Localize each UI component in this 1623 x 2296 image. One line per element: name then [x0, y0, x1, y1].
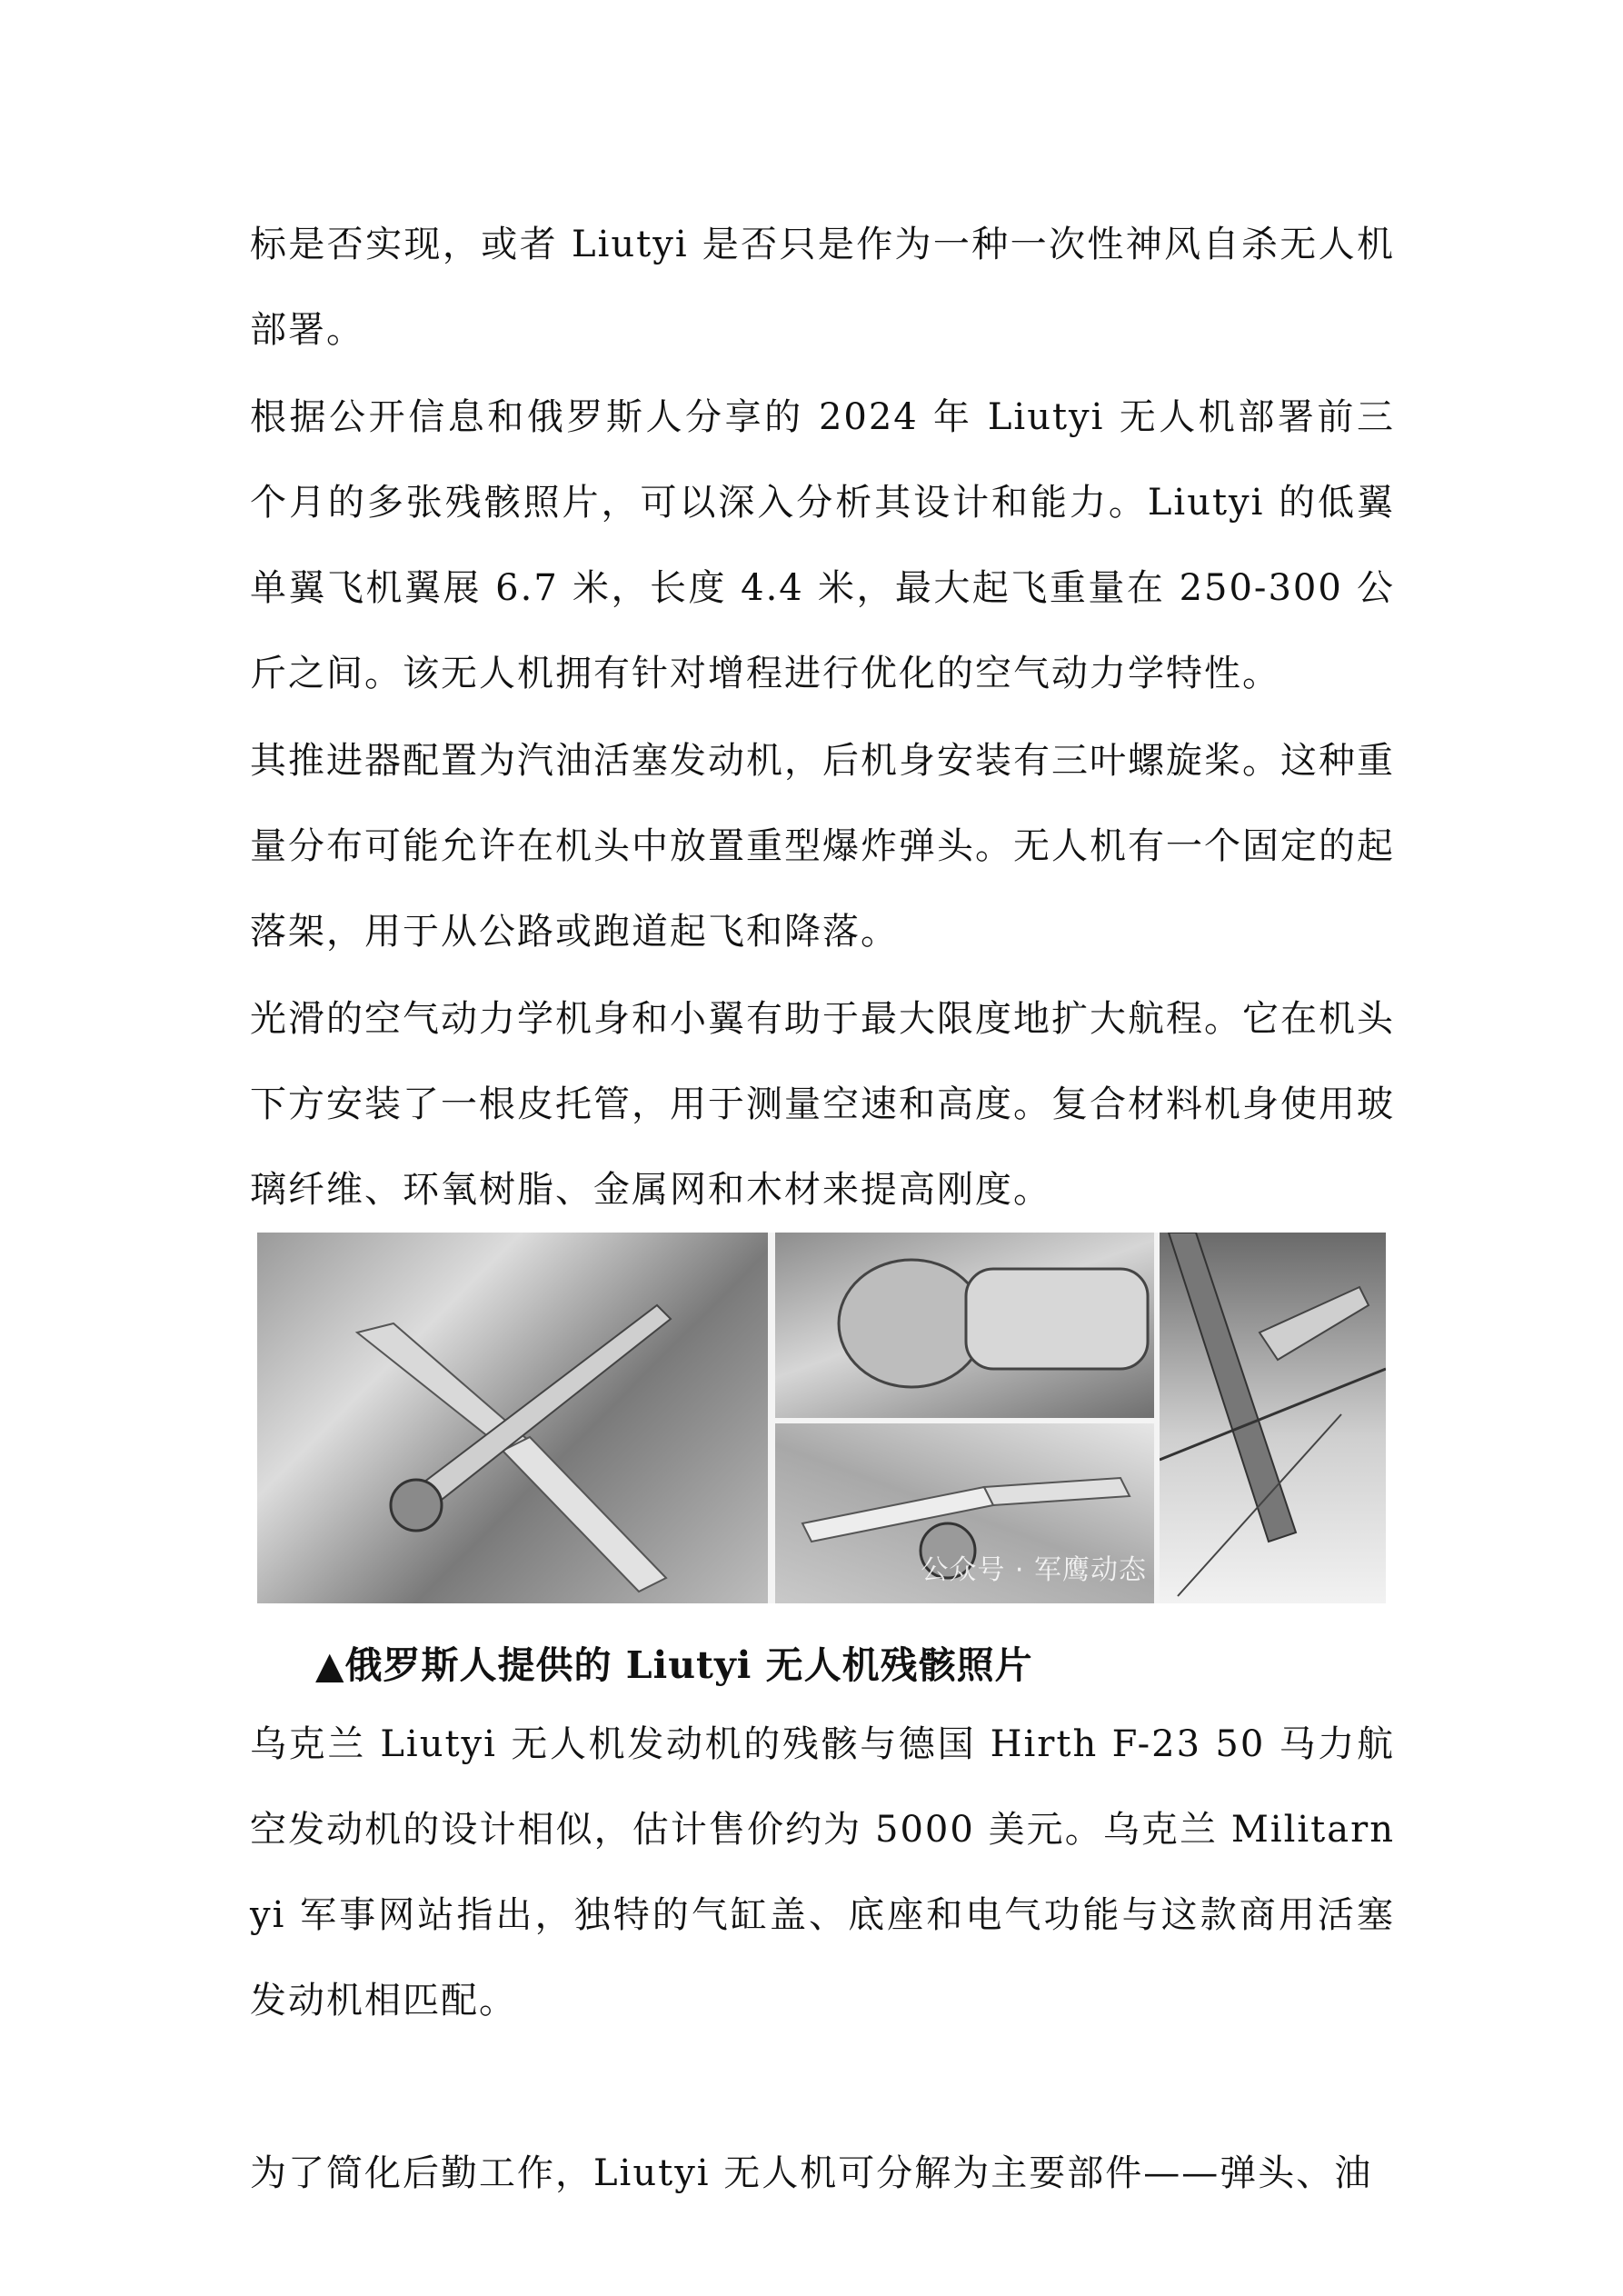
drone-silhouette-icon: [257, 1233, 768, 1603]
watermark: 公众号 · 军鹰动态: [921, 1554, 1147, 1586]
paragraph-5: 乌克兰 Liutyi 无人机发动机的残骸与德国 Hirth F-23 50 马力航空发动机的设计相似，估计售价约为 5000 美元。乌克兰 Militarnyi 军事网站指出，独特的气缸盖、底座和电气功能与这款商用活塞发动机相匹配。: [250, 1723, 1395, 2021]
wreckage-photo-tree: [1160, 1233, 1386, 1603]
branches-shape-icon: [1160, 1233, 1386, 1603]
wreckage-photo-main: [257, 1233, 768, 1603]
paragraph-3: 其推进器配置为汽油活塞发动机，后机身安装有三叶螺旋桨。这种重量分布可能允许在机头中放置重型爆炸弹头。无人机有一个固定的起落架，用于从公路或跑道起飞和降落。: [250, 740, 1395, 953]
wreckage-photo-fuselage: [775, 1423, 1154, 1603]
figure-caption: ▲俄罗斯人提供的 Liutyi 无人机残骸照片: [315, 1643, 1033, 1687]
paragraph-6: 为了简化后勤工作，Liutyi 无人机可分解为主要部件——弹头、油: [250, 2152, 1373, 2194]
engine-shape-icon: [775, 1233, 1154, 1418]
paragraph-4: 光滑的空气动力学机身和小翼有助于最大限度地扩大航程。它在机头下方安装了一根皮托管，用于测量空速和高度。复合材料机身使用玻璃纤维、环氧树脂、金属网和木材来提高刚度。: [250, 998, 1395, 1211]
paragraph-1: 标是否实现，或者 Liutyi 是否只是作为一种一次性神风自杀无人机部署。: [250, 224, 1395, 351]
paragraph-2: 根据公开信息和俄罗斯人分享的 2024 年 Liutyi 无人机部署前三个月的多张残骸照片，可以深入分析其设计和能力。Liutyi 的低翼单翼飞机翼展 6.7 米，长度 4.4 米，最大起飞重量在 250-300 公斤之间。该无人机拥有针对增程进行优化的空气动力学特性。: [250, 396, 1395, 694]
wreckage-photo-collage: [257, 1233, 1386, 1603]
wreckage-photo-engine: [775, 1233, 1154, 1418]
